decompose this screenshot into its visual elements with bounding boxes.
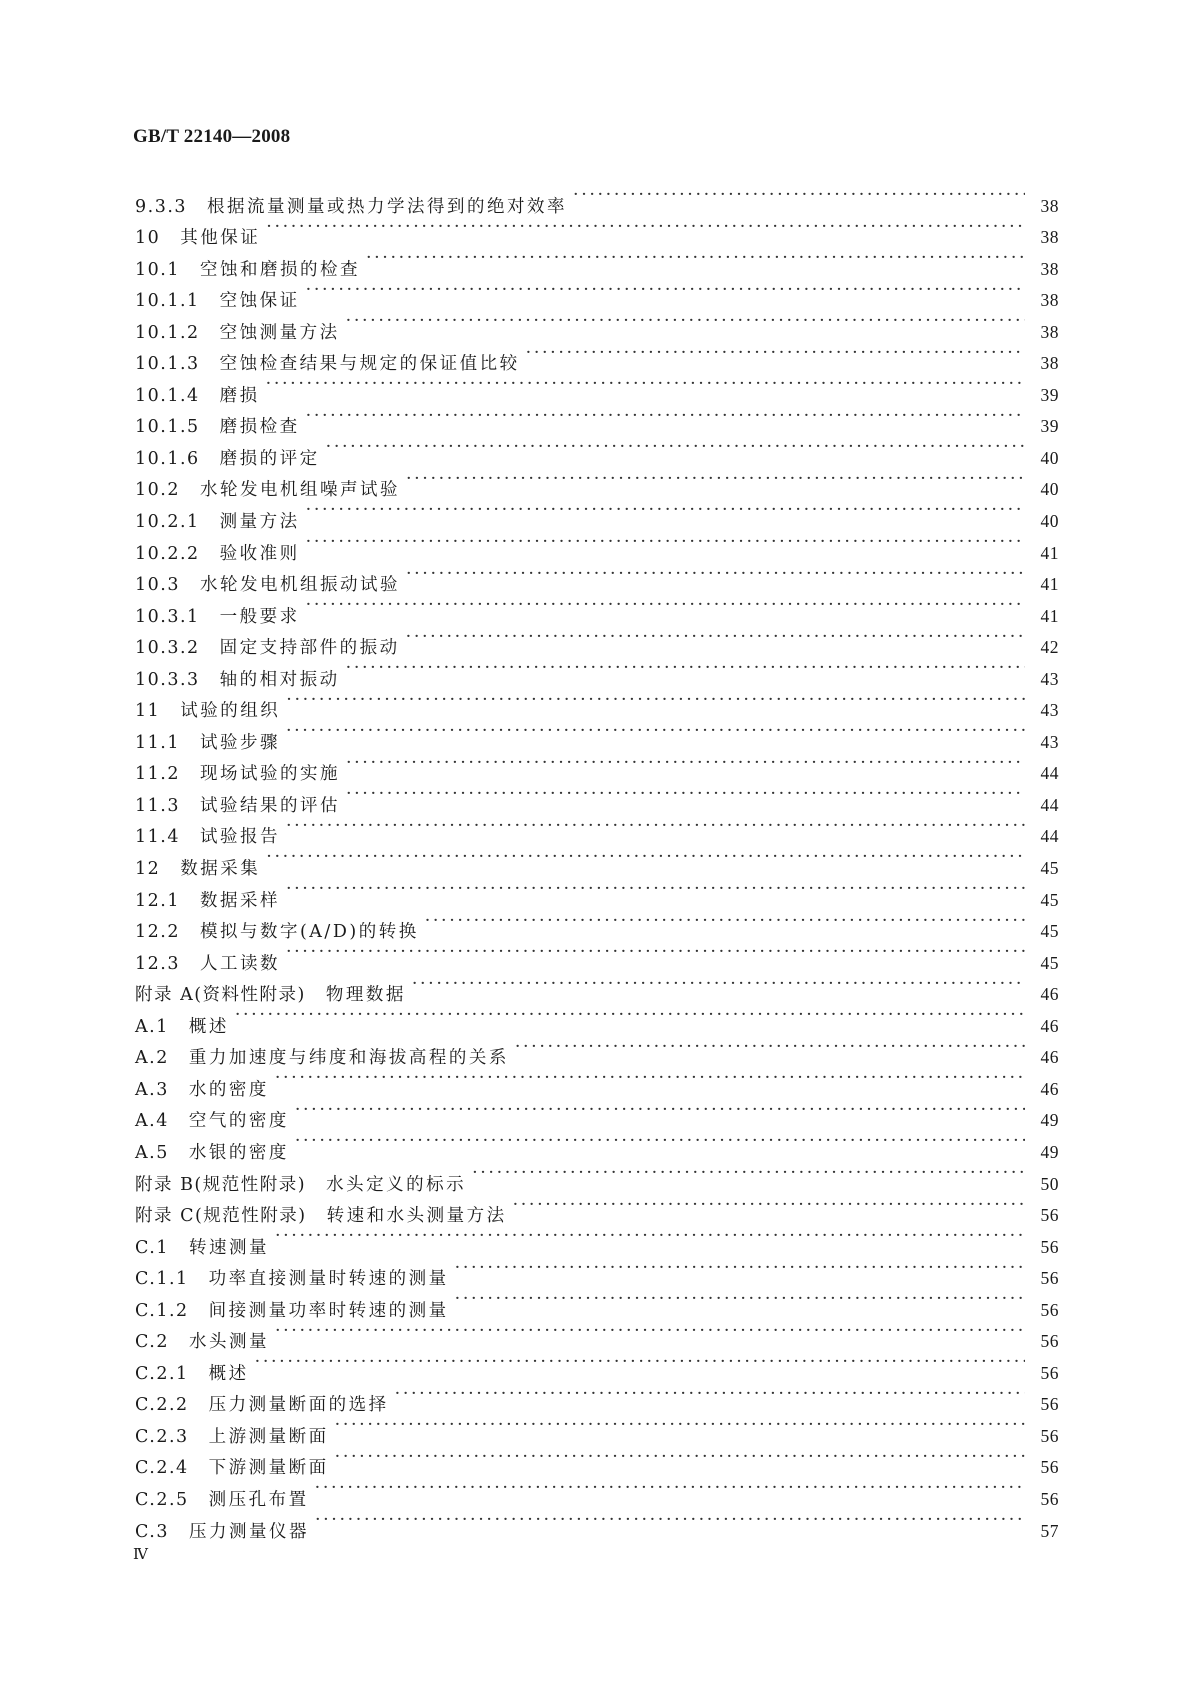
toc-entry-title: 模拟与数字(A/D)的转换 — [199, 922, 419, 943]
toc-entry-number: 12 — [135, 859, 161, 880]
toc-entry-number: 10.3.1 — [135, 606, 200, 627]
toc-entry-number: C.1.2 — [135, 1300, 189, 1321]
toc-entry-number: A.1 — [135, 1016, 169, 1037]
toc-dot-leader — [286, 685, 1025, 717]
toc-entry-page: 56 — [1040, 1394, 1059, 1415]
toc-dot-leader — [275, 1063, 1025, 1095]
toc-entry-number: 10.1.4 — [135, 385, 200, 406]
toc-entry-title: 空蚀和磨损的检查 — [199, 259, 360, 280]
toc-dot-leader — [455, 1253, 1025, 1285]
toc-dot-leader — [412, 969, 1025, 1001]
page-number: Ⅳ — [133, 1547, 148, 1563]
toc-entry-title: 重力加速度与纬度和海拔高程的关系 — [188, 1048, 509, 1069]
toc-entry-title: 试验报告 — [199, 827, 280, 848]
toc-entry-page: 44 — [1040, 763, 1059, 784]
toc-dot-leader — [295, 1095, 1025, 1127]
toc-entry-page: 45 — [1040, 921, 1059, 942]
toc-entry-number: 10.2.1 — [135, 512, 200, 533]
toc-dot-leader — [306, 527, 1025, 559]
toc-entry-page: 57 — [1040, 1520, 1059, 1541]
toc-entry-title: 压力测量仪器 — [188, 1521, 309, 1542]
toc-entry[interactable] — [135, 212, 1059, 249]
toc-dot-leader — [286, 874, 1025, 906]
toc-entry-page: 40 — [1040, 511, 1059, 532]
toc-entry-title: 物理数据 — [325, 985, 406, 1006]
toc-entry-number: 10.1.1 — [135, 291, 200, 312]
toc-entry-page: 39 — [1040, 416, 1059, 437]
toc-entry-title: 概述 — [208, 1363, 249, 1384]
toc-entry-number: C.2.3 — [135, 1426, 189, 1447]
toc-entry-title: 其他保证 — [180, 228, 261, 249]
toc-entry-title: 水银的密度 — [188, 1142, 289, 1163]
toc-entry-number: 11.1 — [135, 732, 180, 753]
toc-dot-leader — [286, 716, 1025, 748]
toc-entry-title: 压力测量断面的选择 — [208, 1395, 389, 1416]
toc-dot-leader — [266, 842, 1025, 874]
toc-entry-number: C.2.5 — [135, 1489, 189, 1510]
toc-dot-leader — [306, 495, 1025, 527]
toc-entry-number: 10.1.3 — [135, 354, 200, 375]
toc-entry-title: 一般要求 — [219, 606, 300, 627]
toc-entry-title: 现场试验的实施 — [199, 764, 340, 785]
toc-entry-title: 转速和水头测量方法 — [326, 1206, 507, 1227]
toc-entry[interactable] — [135, 1347, 1059, 1384]
toc-entry-number: 10.1.2 — [135, 322, 200, 343]
toc-entry-number: 10.2 — [135, 480, 180, 501]
toc-entry-page: 38 — [1040, 258, 1059, 279]
toc-entry-number: 12.1 — [135, 890, 180, 911]
toc-entry-number: C.2.2 — [135, 1395, 189, 1416]
toc-entry-page: 40 — [1040, 479, 1059, 500]
toc-entry-page: 38 — [1040, 290, 1059, 311]
toc-entry-title: 固定支持部件的振动 — [219, 638, 400, 659]
toc-dot-leader — [366, 243, 1025, 275]
toc-entry-title: 根据流量测量或热力学法得到的绝对效率 — [207, 196, 568, 217]
toc-entry-page: 56 — [1040, 1425, 1059, 1446]
toc-entry-page: 49 — [1040, 1141, 1059, 1162]
toc-entry-title: 试验结果的评估 — [199, 795, 340, 816]
toc-entry-title: 测压孔布置 — [208, 1489, 309, 1510]
toc-dot-leader — [335, 1442, 1025, 1474]
toc-entry-title: 磨损的评定 — [219, 448, 320, 469]
toc-entry-title: 验收准则 — [219, 543, 300, 564]
toc-entry-title: 水轮发电机组振动试验 — [199, 575, 400, 596]
toc-entry-page: 38 — [1040, 195, 1059, 216]
toc-entry-page: 56 — [1040, 1457, 1059, 1478]
standard-code-header: GB/T 22140—2008 — [133, 126, 291, 147]
toc-entry-page: 38 — [1040, 353, 1059, 374]
toc-entry-page: 56 — [1040, 1236, 1059, 1257]
toc-entry-page: 44 — [1040, 826, 1059, 847]
toc-entry-page: 41 — [1040, 574, 1059, 595]
table-of-contents — [135, 180, 1059, 1542]
toc-dot-leader — [295, 1126, 1025, 1158]
toc-dot-leader — [346, 306, 1025, 338]
toc-entry-title: 数据采集 — [180, 859, 261, 880]
toc-entry-title: 水轮发电机组噪声试验 — [199, 480, 400, 501]
toc-entry-number: 10.1.5 — [135, 417, 200, 438]
toc-entry-title: 下游测量断面 — [208, 1458, 329, 1479]
toc-dot-leader — [286, 811, 1025, 843]
toc-entry-page: 46 — [1040, 1015, 1059, 1036]
toc-entry[interactable] — [135, 369, 1059, 406]
toc-entry-title: 数据采样 — [199, 890, 280, 911]
toc-entry-number: 10.3.2 — [135, 638, 200, 659]
toc-entry-title: 水头定义的标示 — [326, 1174, 467, 1195]
toc-entry-number: 12.3 — [135, 953, 180, 974]
toc-entry-page: 56 — [1040, 1362, 1059, 1383]
toc-dot-leader — [406, 622, 1025, 654]
toc-dot-leader — [515, 1032, 1025, 1064]
toc-entry-page: 56 — [1040, 1331, 1059, 1352]
toc-dot-leader — [406, 464, 1025, 496]
toc-entry-page: 56 — [1040, 1488, 1059, 1509]
toc-dot-leader — [266, 369, 1025, 401]
toc-entry-number: 10.3.3 — [135, 669, 200, 690]
toc-entry[interactable] — [135, 1095, 1059, 1132]
toc-dot-leader — [315, 1505, 1025, 1537]
toc-entry-title: 磨损 — [219, 385, 260, 406]
toc-entry-page: 38 — [1040, 227, 1059, 248]
toc-entry-page: 46 — [1040, 1078, 1059, 1099]
toc-entry-number: A.5 — [135, 1142, 169, 1163]
toc-entry-page: 41 — [1040, 542, 1059, 563]
toc-entry[interactable] — [135, 401, 1059, 438]
toc-entry-number: C.1.1 — [135, 1269, 189, 1290]
toc-entry[interactable] — [135, 1379, 1059, 1416]
toc-dot-leader — [472, 1158, 1025, 1190]
toc-dot-leader — [526, 338, 1025, 370]
toc-entry-number: 11.2 — [135, 764, 180, 785]
toc-dot-leader — [315, 1473, 1025, 1505]
toc-entry-title: 空蚀检查结果与规定的保证值比较 — [219, 354, 520, 375]
toc-dot-leader — [326, 432, 1025, 464]
toc-dot-leader — [266, 212, 1025, 244]
toc-entry-title: 试验步骤 — [199, 732, 280, 753]
toc-dot-leader — [235, 1000, 1025, 1032]
toc-entry[interactable] — [135, 1000, 1059, 1037]
toc-entry-page: 44 — [1040, 794, 1059, 815]
toc-dot-leader — [275, 1316, 1025, 1348]
toc-entry-number: C.1 — [135, 1237, 169, 1258]
toc-dot-leader — [306, 590, 1025, 622]
toc-entry-page: 46 — [1040, 1047, 1059, 1068]
toc-entry[interactable] — [135, 842, 1059, 880]
toc-entry-title: 间接测量功率时转速的测量 — [208, 1300, 449, 1321]
toc-entry-title: 上游测量断面 — [208, 1426, 329, 1447]
toc-entry-number: 12.2 — [135, 922, 180, 943]
toc-entry-number: C.3 — [135, 1521, 169, 1542]
toc-entry-number: C.2.4 — [135, 1458, 189, 1479]
toc-entry-number: 9.3.3 — [135, 196, 188, 217]
toc-entry-number: 附录 B(规范性附录) — [135, 1174, 307, 1195]
toc-entry-page: 42 — [1040, 637, 1059, 658]
toc-dot-leader — [335, 1410, 1025, 1442]
toc-entry-page: 56 — [1040, 1268, 1059, 1289]
toc-entry-number: 10.1.6 — [135, 448, 200, 469]
toc-entry-number: C.2 — [135, 1332, 169, 1353]
toc-entry-page: 39 — [1040, 384, 1059, 405]
toc-entry-title: 转速测量 — [188, 1237, 269, 1258]
toc-dot-leader — [275, 1221, 1025, 1253]
toc-dot-leader — [346, 653, 1025, 685]
toc-entry-page: 41 — [1040, 605, 1059, 626]
toc-dot-leader — [425, 906, 1025, 938]
toc-entry-number: 10.1 — [135, 259, 180, 280]
toc-entry-number: 11.3 — [135, 795, 180, 816]
toc-dot-leader — [513, 1190, 1025, 1222]
toc-entry[interactable] — [135, 243, 1059, 280]
toc-entry-page: 45 — [1040, 952, 1059, 973]
toc-entry-title: 水头测量 — [188, 1332, 269, 1353]
toc-entry-number: A.3 — [135, 1079, 169, 1100]
toc-dot-leader — [346, 779, 1025, 811]
toc-dot-leader — [455, 1284, 1025, 1316]
toc-entry-number: 11.4 — [135, 827, 180, 848]
toc-entry-page: 43 — [1040, 668, 1059, 689]
toc-dot-leader — [573, 180, 1025, 212]
toc-entry-title: 功率直接测量时转速的测量 — [208, 1269, 449, 1290]
toc-entry-page: 40 — [1040, 447, 1059, 468]
toc-entry-title: 测量方法 — [219, 512, 300, 533]
toc-dot-leader — [306, 275, 1025, 307]
toc-entry-page: 56 — [1040, 1205, 1059, 1226]
toc-entry-title: 人工读数 — [199, 953, 280, 974]
toc-entry[interactable] — [135, 1253, 1059, 1290]
toc-entry-page: 50 — [1040, 1173, 1059, 1194]
toc-entry-number: 附录 C(规范性附录) — [135, 1206, 307, 1227]
toc-entry-page: 45 — [1040, 858, 1059, 879]
toc-entry-page: 38 — [1040, 321, 1059, 342]
toc-entry-title: 磨损检查 — [219, 417, 300, 438]
toc-entry[interactable] — [135, 874, 1059, 911]
toc-entry-page: 43 — [1040, 700, 1059, 721]
toc-dot-leader — [286, 937, 1025, 969]
toc-entry-title: 空蚀保证 — [219, 291, 300, 312]
toc-entry-title: 试验的组织 — [180, 701, 281, 722]
toc-entry-number: 10 — [135, 228, 161, 249]
toc-entry-number: 附录 A(资料性附录) — [135, 985, 306, 1006]
toc-entry[interactable] — [135, 180, 1059, 217]
toc-dot-leader — [255, 1347, 1025, 1379]
toc-entry-page: 56 — [1040, 1299, 1059, 1320]
toc-entry-number: 10.2.2 — [135, 543, 200, 564]
toc-entry-page: 46 — [1040, 984, 1059, 1005]
toc-entry-number: 10.3 — [135, 575, 180, 596]
toc-entry-number: C.2.1 — [135, 1363, 189, 1384]
toc-dot-leader — [306, 401, 1025, 433]
toc-dot-leader — [406, 559, 1025, 591]
toc-dot-leader — [346, 748, 1025, 780]
toc-entry-page: 43 — [1040, 731, 1059, 752]
toc-entry-page: 49 — [1040, 1110, 1059, 1131]
toc-entry-title: 概述 — [188, 1016, 229, 1037]
toc-entry-number: A.2 — [135, 1048, 169, 1069]
toc-entry-title: 空气的密度 — [188, 1111, 289, 1132]
toc-entry-number: 11 — [135, 701, 161, 722]
toc-entry-title: 水的密度 — [188, 1079, 269, 1100]
toc-entry-title: 轴的相对振动 — [219, 669, 340, 690]
toc-dot-leader — [395, 1379, 1025, 1411]
toc-entry-number: A.4 — [135, 1111, 169, 1132]
toc-entry-page: 45 — [1040, 889, 1059, 910]
toc-entry-title: 空蚀测量方法 — [219, 322, 340, 343]
toc-entry[interactable] — [135, 1032, 1059, 1069]
